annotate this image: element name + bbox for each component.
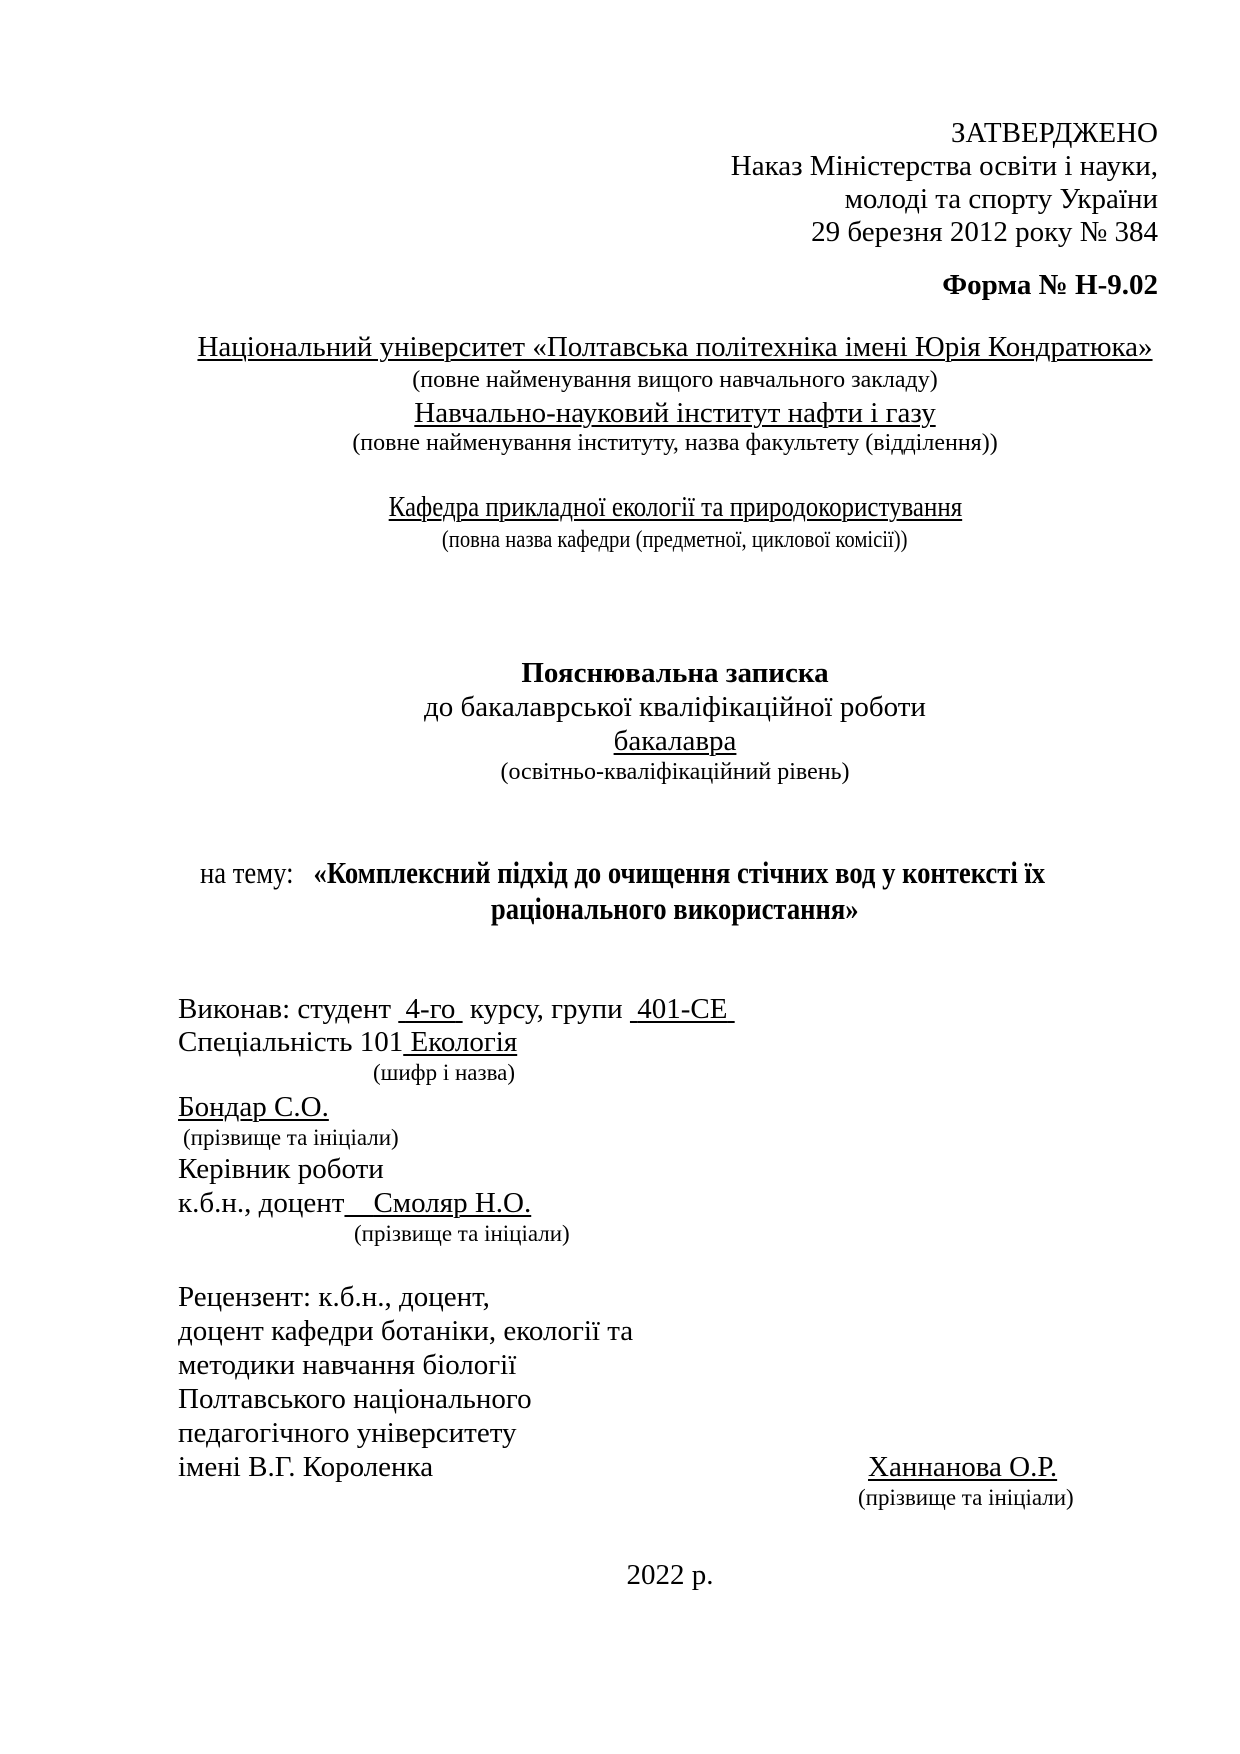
- specialty-caption: (шифр і назва): [373, 1060, 515, 1085]
- approval-date: 29 березня 2012 року № 384: [811, 216, 1158, 248]
- reviewer-line-1: Рецензент: к.б.н., доцент,: [178, 1281, 490, 1313]
- reviewer-line-4: Полтавського національного: [178, 1383, 532, 1415]
- university-caption: (повне найменування вищого навчального закладу): [412, 367, 938, 393]
- form-number: Форма № Н-9.02: [942, 269, 1158, 301]
- department-name: Кафедра прикладної екології та природокористування: [388, 491, 962, 523]
- reviewer-line-2: доцент кафедри ботаніки, екології та: [178, 1315, 634, 1347]
- approval-label: ЗАТВЕРДЖЕНО: [950, 117, 1158, 149]
- student-name: Бондар С.О.: [178, 1091, 329, 1123]
- topic-line-2: раціонального використання»: [491, 891, 859, 926]
- approval-ministry: молоді та спорту України: [844, 183, 1158, 215]
- student-name-caption: (прізвище та ініціали): [183, 1125, 399, 1150]
- student-line: Виконав: студент 4-го курсу, групи 401-СЕ: [178, 993, 728, 1025]
- university-name: Національний університет «Полтавська політехніка імені Юрія Кондратюка»: [197, 331, 1153, 363]
- reviewer-line-6: імені В.Г. Короленка: [178, 1451, 434, 1483]
- institute-name: Навчально-науковий інститут нафти і газу: [414, 397, 936, 429]
- supervisor-label: Керівник роботи: [178, 1153, 384, 1185]
- reviewer-line-5: педагогічного університету: [178, 1417, 517, 1449]
- qualification-level-caption: (освітньо-кваліфікаційний рівень): [500, 759, 850, 785]
- document-year: 2022 р.: [626, 1559, 714, 1591]
- reviewer-name: Ханнанова О.Р.: [868, 1451, 1058, 1483]
- department-caption: (повна назва кафедри (предметної, циклової комісії)): [442, 527, 908, 553]
- document-subheading: до бакалаврської кваліфікаційної роботи: [424, 691, 926, 723]
- approval-order: Наказ Міністерства освіти і науки,: [730, 150, 1158, 182]
- specialty-line: Спеціальність 101 Екологія: [178, 1026, 518, 1058]
- reviewer-line-3: методики навчання біології: [178, 1349, 517, 1381]
- topic-line-1: на тему: «Комплексний підхід до очищення стічних вод у контексті їх: [200, 855, 1046, 890]
- supervisor-line: к.б.н., доцент Смоляр Н.О.: [178, 1187, 532, 1219]
- institute-caption: (повне найменування інституту, назва факультету (відділення)): [352, 430, 998, 456]
- supervisor-name-caption: (прізвище та ініціали): [354, 1221, 570, 1246]
- qualification-level: бакалавра: [613, 725, 737, 757]
- document-heading: Пояснювальна записка: [521, 657, 829, 689]
- reviewer-name-caption: (прізвище та ініціали): [858, 1485, 1074, 1510]
